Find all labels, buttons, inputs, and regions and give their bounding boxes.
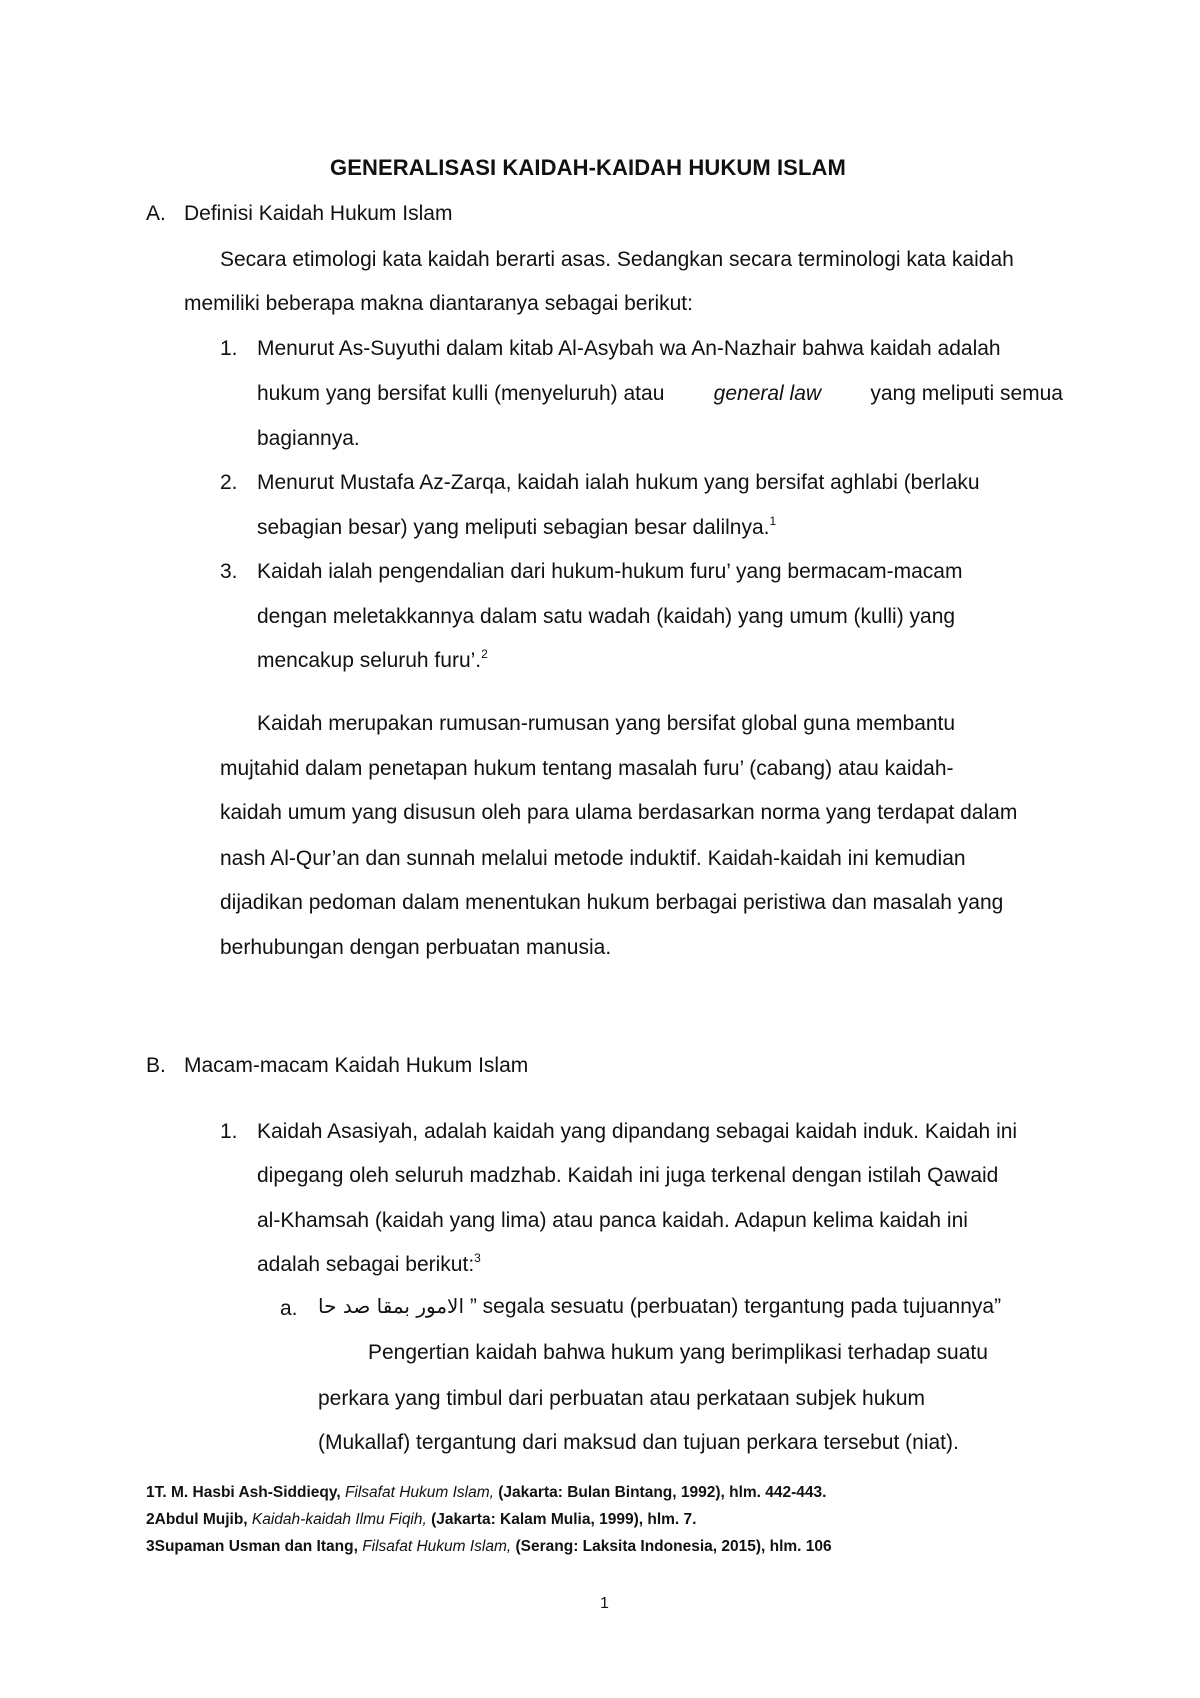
sub-list-item xyxy=(318,1296,1001,1317)
list-item-text: dengan meletakkannya dalam satu wadah (kaidah) yang umum (kulli) yang xyxy=(257,605,956,628)
list-item-text: Kaidah Asasiyah, adalah kaidah yang dipandang sebagai kaidah induk. Kaidah ini xyxy=(257,1120,1018,1143)
footnote-text: 2Abdul Mujib, xyxy=(146,1511,252,1528)
section-b-marker: B. xyxy=(146,1054,166,1077)
footnote xyxy=(146,1484,826,1502)
page-title: GENERALISASI KAIDAH-KAIDAH HUKUM ISLAM xyxy=(330,155,846,180)
list-item-text-part: hukum yang bersifat kulli (menyeluruh) atau xyxy=(257,382,665,405)
footnote-book-title: Filsafat Hukum Islam, xyxy=(344,1484,494,1501)
list-item-text xyxy=(257,647,488,672)
list-item-text-italic: general law xyxy=(713,382,822,405)
list-number: 1. xyxy=(220,337,238,360)
footnote-text: 1T. M. Hasbi Ash-Siddieqy, xyxy=(146,1484,345,1501)
arabic-maxim: الامور بمقا صد حا xyxy=(318,1294,465,1318)
list-item-text-part: adalah sebagai berikut: xyxy=(257,1253,475,1276)
sub-paragraph-line: perkara yang timbul dari perbuatan atau perkataan subjek hukum xyxy=(318,1387,926,1410)
section-b-heading: Macam-macam Kaidah Hukum Islam xyxy=(184,1054,529,1077)
list-item-text-part: sebagian besar) yang meliputi sebagian besar dalilnya. xyxy=(257,516,770,539)
list-number: 1. xyxy=(220,1120,238,1143)
intro-line: memiliki beberapa makna diantaranya sebagai berikut: xyxy=(184,292,693,315)
footnote-text: (Serang: Laksita Indonesia, 2015), hlm. 106 xyxy=(511,1538,832,1555)
footnote-ref: 2 xyxy=(481,647,488,661)
list-item-text xyxy=(257,514,777,539)
list-item-text-part: mencakup seluruh furu’. xyxy=(257,649,482,672)
list-item-text: bagiannya. xyxy=(257,427,360,450)
footnote-ref: 3 xyxy=(474,1251,481,1265)
sub-paragraph-line: Pengertian kaidah bahwa hukum yang berimplikasi terhadap suatu xyxy=(368,1341,988,1364)
paragraph-line: nash Al-Qur’an dan sunnah melalui metode induktif. Kaidah-kaidah ini kemudian xyxy=(220,847,966,870)
maxim-translation: ” segala sesuatu (perbuatan) tergantung pada tujuannya” xyxy=(469,1295,1002,1318)
paragraph-line: Kaidah merupakan rumusan-rumusan yang bersifat global guna membantu xyxy=(257,712,956,735)
footnote-book-title: Filsafat Hukum Islam, xyxy=(362,1538,512,1555)
footnote-text: (Jakarta: Kalam Mulia, 1999), hlm. 7. xyxy=(426,1511,697,1528)
sub-paragraph-line: (Mukallaf) tergantung dari maksud dan tujuan perkara tersebut (niat). xyxy=(318,1431,959,1454)
list-number: 3. xyxy=(220,560,238,583)
section-a-heading: Definisi Kaidah Hukum Islam xyxy=(184,202,453,225)
footnote-book-title: Kaidah-kaidah Ilmu Fiqih, xyxy=(251,1511,427,1528)
list-number: 2. xyxy=(220,471,238,494)
list-item-text: Kaidah ialah pengendalian dari hukum-hukum furu’ yang bermacam-macam xyxy=(257,560,963,583)
list-item-text xyxy=(257,383,1063,404)
section-a-marker: A. xyxy=(146,202,166,225)
paragraph-line: kaidah umum yang disusun oleh para ulama berdasarkan norma yang terdapat dalam xyxy=(220,801,1018,824)
list-item-text xyxy=(257,1251,481,1276)
paragraph-line: berhubungan dengan perbuatan manusia. xyxy=(220,936,612,959)
footnote-ref: 1 xyxy=(769,514,777,528)
page-number: 1 xyxy=(600,1595,609,1612)
list-item-text: Menurut Mustafa Az-Zarqa, kaidah ialah hukum yang bersifat aghlabi (berlaku xyxy=(257,471,980,494)
paragraph-line: dijadikan pedoman dalam menentukan hukum berbagai peristiwa dan masalah yang xyxy=(220,891,1004,914)
list-item-text: Menurut As-Suyuthi dalam kitab Al-Asybah wa An-Nazhair bahwa kaidah adalah xyxy=(257,337,1001,360)
paragraph-line: mujtahid dalam penetapan hukum tentang masalah furu’ (cabang) atau kaidah- xyxy=(220,757,954,780)
footnote xyxy=(146,1511,696,1529)
footnote xyxy=(146,1538,832,1556)
list-item-text: dipegang oleh seluruh madzhab. Kaidah ini juga terkenal dengan istilah Qawaid xyxy=(257,1164,999,1187)
list-item-text: al-Khamsah (kaidah yang lima) atau panca kaidah. Adapun kelima kaidah ini xyxy=(257,1209,968,1232)
intro-line: Secara etimologi kata kaidah berarti asas. Sedangkan secara terminologi kata kaidah xyxy=(220,248,1014,271)
footnote-text: (Jakarta: Bulan Bintang, 1992), hlm. 442-443. xyxy=(493,1484,827,1501)
sub-list-marker: a. xyxy=(280,1297,298,1320)
footnote-text: 3Supaman Usman dan Itang, xyxy=(146,1538,363,1555)
list-item-text-part: yang meliputi semua xyxy=(870,382,1063,405)
